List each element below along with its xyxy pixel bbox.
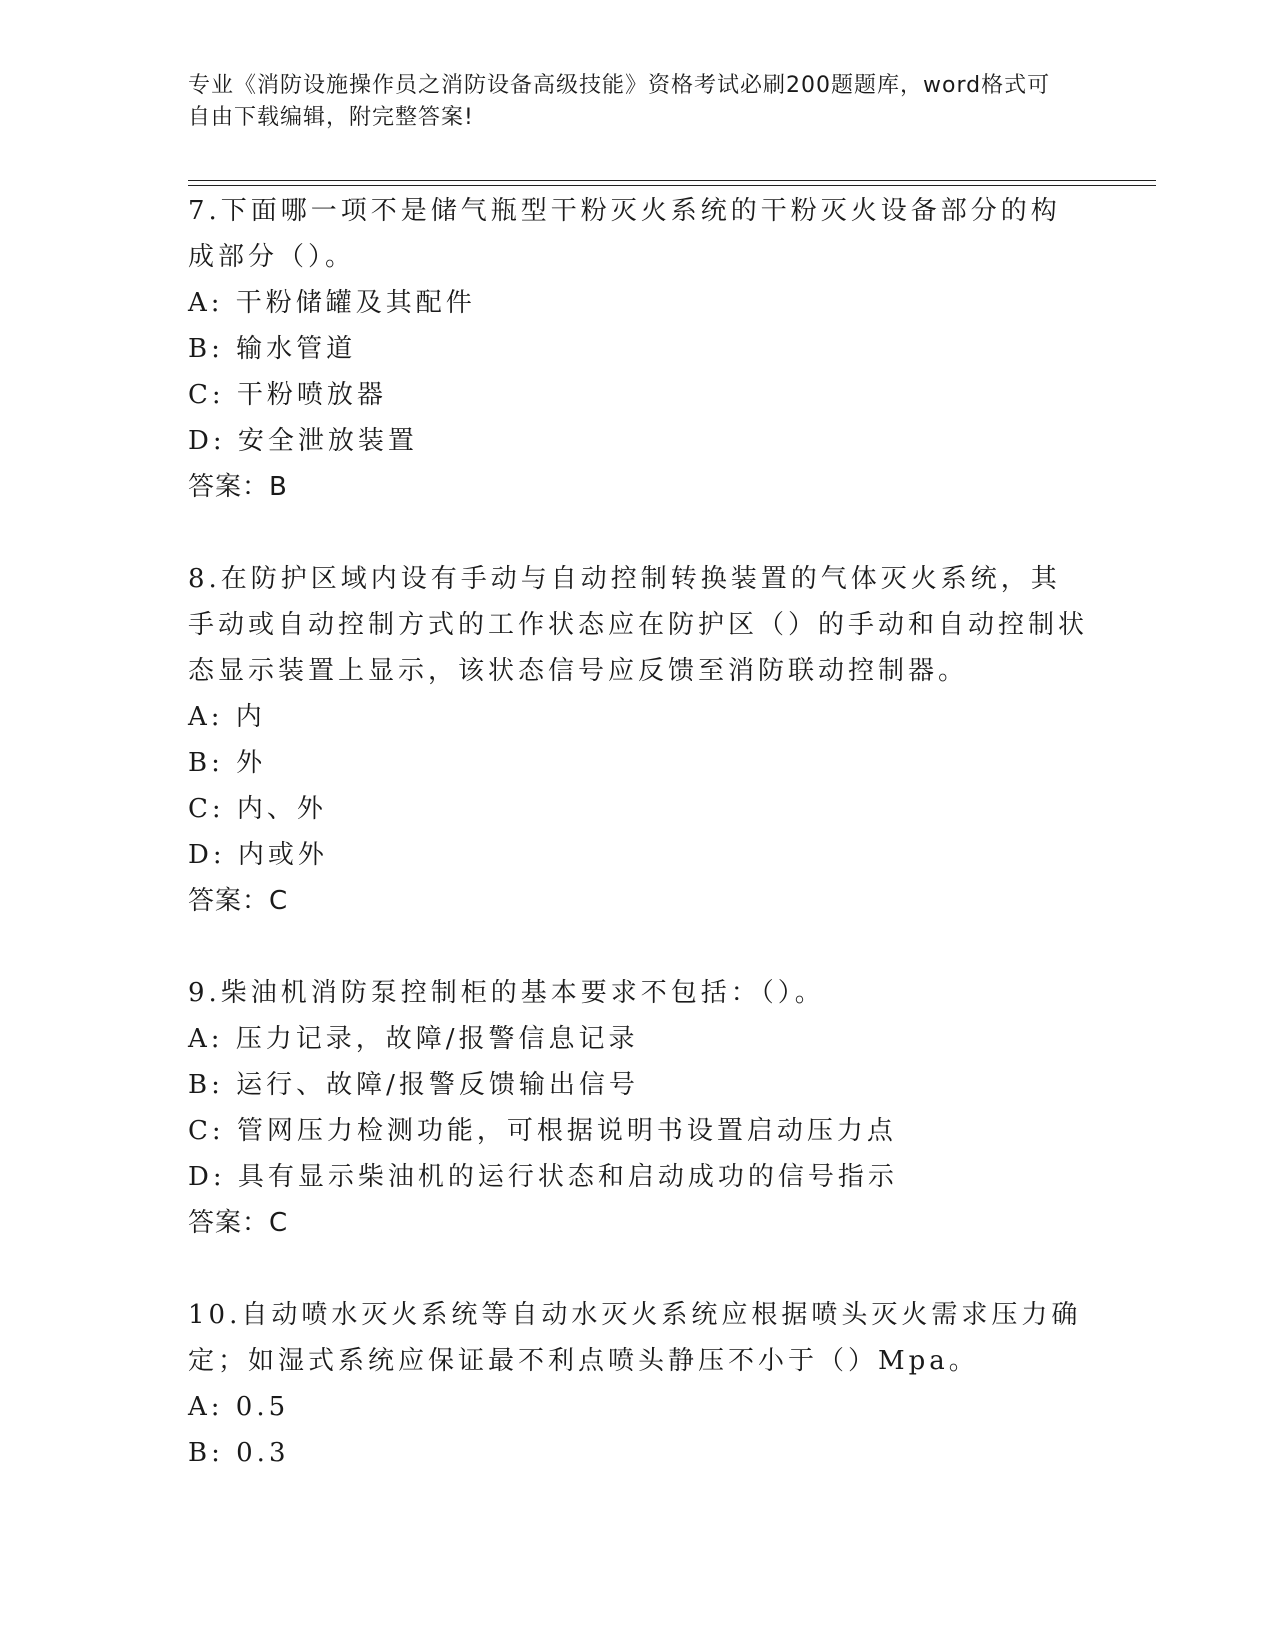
question-8 [188,556,1088,924]
option-c: C: 内、外 [188,794,327,824]
option-b: B: 运行、故障/报警反馈输出信号 [188,1070,639,1100]
question-stem: 10.自动喷水灭火系统等自动水灭火系统应根据喷头灭火需求压力确定；如湿式系统应保证最不利点喷头静压不小于（）Mpa。 [188,1300,1082,1376]
answer: 答案：C [188,1208,289,1238]
option-c: C: 干粉喷放器 [188,380,387,410]
answer: 答案：B [188,472,288,502]
answer: 答案：C [188,886,289,916]
question-7 [188,188,1088,510]
option-a: A: 0.5 [188,1392,290,1422]
option-b: B: 输水管道 [188,334,357,364]
option-d: D: 安全泄放装置 [188,426,418,456]
question-list [188,188,1088,1522]
document-header: 专业《消防设施操作员之消防设备高级技能》资格考试必刷200题题库，word格式可自由下载编辑，附完整答案! [188,73,1051,130]
option-b: B: 0.3 [188,1438,290,1468]
option-d: D: 内或外 [188,840,328,870]
header-divider-bottom [188,185,1156,186]
question-stem: 8.在防护区域内设有手动与自动控制转换装置的气体灭火系统，其手动或自动控制方式的工作状态应在防护区（）的手动和自动控制状态显示装置上显示，该状态信号应反馈至消防联动控制器。 [188,564,1089,686]
option-a: A: 干粉储罐及其配件 [188,288,476,318]
option-c: C: 管网压力检测功能，可根据说明书设置启动压力点 [188,1116,897,1146]
option-a: A: 内 [188,702,266,732]
header-divider-top [188,180,1156,181]
question-10 [188,1292,1088,1476]
option-b: B: 外 [188,748,267,778]
question-9 [188,970,1088,1246]
option-a: A: 压力记录，故障/报警信息记录 [188,1024,639,1054]
option-d: D: 具有显示柴油机的运行状态和启动成功的信号指示 [188,1162,898,1192]
question-stem: 9.柴油机消防泵控制柜的基本要求不包括：（）。 [188,978,825,1008]
question-stem: 7.下面哪一项不是储气瓶型干粉灭火系统的干粉灭火设备部分的构成部分（）。 [188,196,1061,272]
